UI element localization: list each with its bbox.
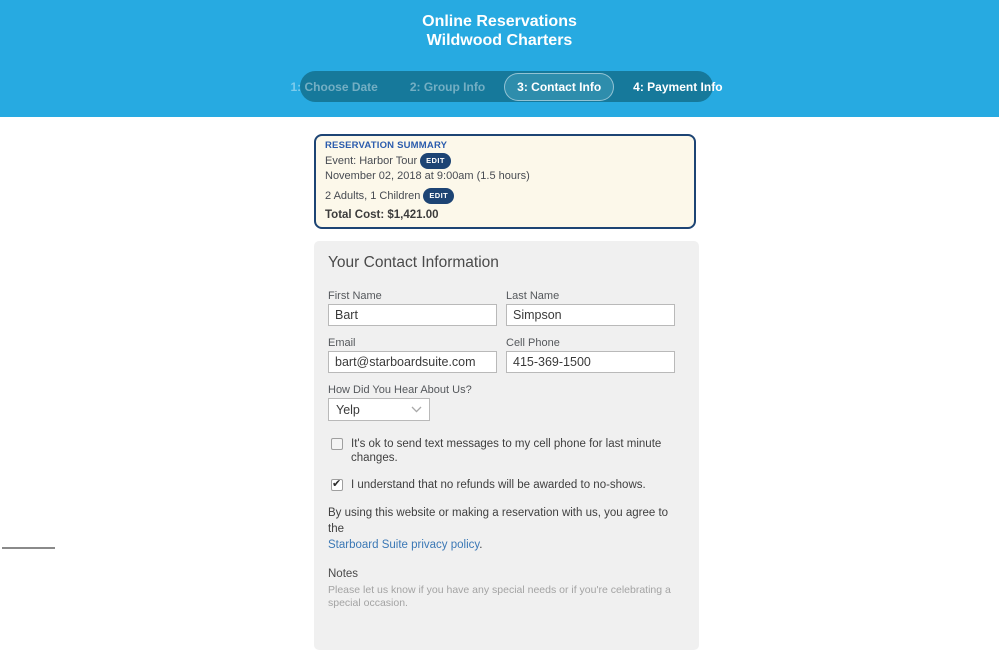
name-row [328, 290, 687, 326]
agreement-text-block [328, 505, 687, 553]
hear-about-selected-value: Yelp [336, 402, 360, 417]
first-name-field[interactable] [328, 304, 497, 326]
summary-event-line [325, 153, 685, 169]
page-title [0, 0, 999, 50]
cell-phone-field[interactable] [506, 351, 675, 373]
last-name-field[interactable] [506, 304, 675, 326]
summary-total: Total Cost: $1,421.00 [325, 209, 439, 221]
summary-heading: RESERVATION SUMMARY [325, 140, 448, 151]
first-name-group [328, 290, 497, 326]
summary-group-line [325, 188, 685, 204]
privacy-policy-link[interactable]: Starboard Suite privacy policy [328, 539, 480, 551]
checkbox-group [331, 437, 687, 492]
step-bar [290, 71, 723, 102]
hear-about-select[interactable] [328, 398, 430, 421]
agreement-period: . [479, 539, 483, 551]
email-field[interactable] [328, 351, 497, 373]
header-banner [0, 0, 999, 117]
text-messages-label: It's ok to send text messages to my cell phone for last minute changes. [351, 438, 662, 464]
no-refunds-checkbox[interactable] [331, 479, 343, 491]
first-name-label: First Name [328, 290, 382, 302]
text-messages-option[interactable] [331, 437, 687, 465]
edit-event-button[interactable]: EDIT [420, 153, 451, 169]
no-refunds-label: I understand that no refunds will be awarded to no-shows. [351, 479, 646, 491]
text-messages-checkbox[interactable] [331, 438, 343, 450]
chevron-down-icon [411, 406, 422, 413]
main-content [314, 134, 699, 650]
last-name-label: Last Name [506, 290, 560, 302]
notes-section [328, 568, 687, 610]
page-title-line2: Wildwood Charters [426, 32, 573, 49]
step-payment-info[interactable]: 4: Payment Info [633, 79, 723, 94]
summary-group-text: 2 Adults, 1 Children [325, 190, 421, 202]
summary-datetime: November 02, 2018 at 9:00am (1.5 hours) [325, 170, 530, 182]
hear-about-label: How Did You Hear About Us? [328, 384, 472, 396]
reservation-summary [314, 134, 696, 229]
step-choose-date[interactable]: 1: Choose Date [290, 79, 378, 94]
cell-phone-group [506, 337, 675, 373]
email-label: Email [328, 337, 356, 349]
form-heading: Your Contact Information [328, 254, 499, 271]
hear-about-row [328, 384, 687, 421]
no-refunds-option[interactable] [331, 478, 687, 492]
page-title-line1: Online Reservations [422, 13, 577, 30]
step-group-info[interactable]: 2: Group Info [409, 79, 486, 94]
edit-group-button[interactable]: EDIT [423, 188, 454, 204]
agreement-text: By using this website or making a reservation with us, you agree to the [328, 507, 669, 535]
bottom-left-divider [2, 547, 55, 549]
last-name-group [506, 290, 675, 326]
notes-label: Notes [328, 568, 359, 580]
hear-about-group [328, 384, 497, 421]
summary-event-text: Event: Harbor Tour [325, 155, 418, 167]
step-contact-info[interactable]: 3: Contact Info [504, 73, 614, 101]
cell-phone-label: Cell Phone [506, 337, 560, 349]
contact-row [328, 337, 687, 373]
email-group [328, 337, 497, 373]
notes-help-text: Please let us know if you have any special needs or if you're celebrating a special occasion. [328, 584, 671, 609]
contact-form [314, 241, 699, 650]
